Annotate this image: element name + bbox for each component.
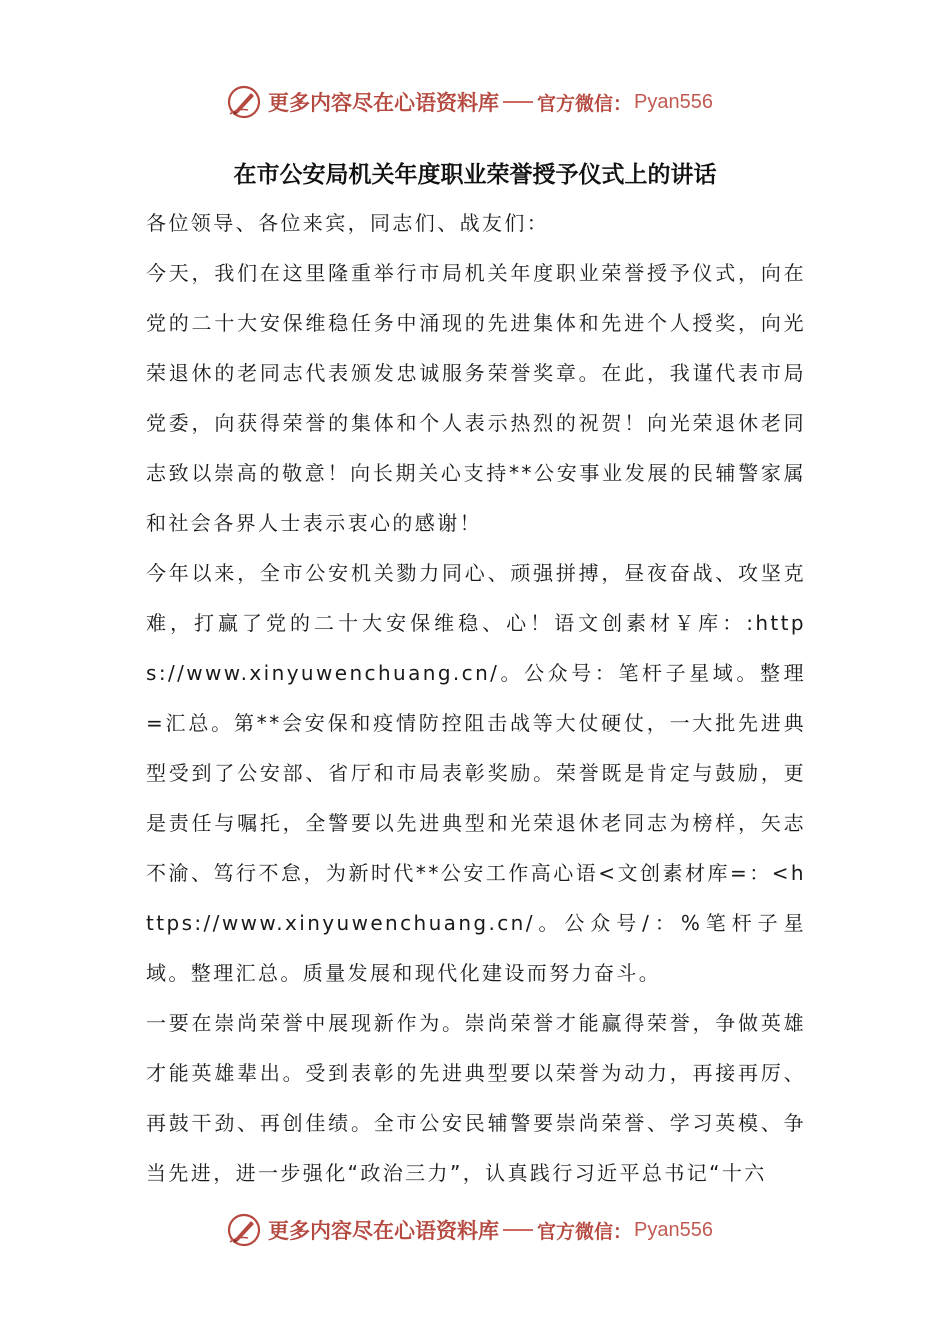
document-title: 在市公安局机关年度职业荣誉授予仪式上的讲话 bbox=[233, 162, 717, 188]
banner-title: 更多内容尽在心语资料库 bbox=[268, 90, 499, 115]
header-watermark-banner bbox=[226, 82, 746, 122]
paragraph-salutation: 各位领导、各位来宾，同志们、战友们： bbox=[146, 211, 550, 235]
document-body bbox=[146, 198, 806, 1198]
footer-watermark-banner bbox=[226, 1210, 746, 1250]
banner-wechat-label: 官方微信： bbox=[537, 92, 633, 115]
banner-dash-divider bbox=[503, 101, 533, 103]
banner-dash-divider bbox=[503, 1229, 533, 1231]
banner-wechat-id: Pyan556 bbox=[634, 1218, 713, 1241]
banner-title: 更多内容尽在心语资料库 bbox=[268, 1218, 499, 1243]
pen-logo-icon bbox=[226, 1212, 262, 1248]
paragraph-point-one: 一要在崇尚荣誉中展现新作为。崇尚荣誉才能赢得荣誉，争做英雄才能英雄辈出。受到表彰的先进典型要以荣誉为动力，再接再厉、再鼓干劲、再创佳绩。全市公安民辅警要崇尚荣誉、学习英模、争当先进，进一步强化“政治三力”，认真践行习近平总书记“十六 bbox=[146, 1011, 806, 1185]
paragraph-achievements: 今年以来，全市公安机关勠力同心、顽强拼搏，昼夜奋战、攻坚克难，打赢了党的二十大安保维稳、心！语文创素材￥库：:https://www.xinyuwenchuang.cn/。公众号：笔杆子星域。整理=汇总。第**会安保和疫情防控阻击战等大仗硬仗，一大批先进典型受到了公安部、省厅和市局表彰奖励。荣誉既是肯定与鼓励，更是责任与嘱托，全警要以先进典型和光荣退休老同志为榜样，矢志不渝、笃行不怠，为新时代**公安工作高心语<文创素材库=：<https://www.xinyuwenchuang.cn/。公众号/：%笔杆子星域。整理汇总。质量发展和现代化建设而努力奋斗。 bbox=[146, 561, 806, 985]
paragraph-opening: 今天，我们在这里隆重举行市局机关年度职业荣誉授予仪式，向在党的二十大安保维稳任务中涌现的先进集体和先进个人授奖，向光荣退休的老同志代表颁发忠诚服务荣誉奖章。在此，我谨代表市局党委，向获得荣誉的集体和个人表示热烈的祝贺！向光荣退休老同志致以崇高的敬意！向长期关心支持**公安事业发展的民辅警家属和社会各界人士表示衷心的感谢！ bbox=[146, 261, 806, 535]
banner-wechat-label: 官方微信： bbox=[537, 1220, 633, 1243]
pen-logo-icon bbox=[226, 84, 262, 120]
banner-wechat-id: Pyan556 bbox=[634, 90, 713, 113]
